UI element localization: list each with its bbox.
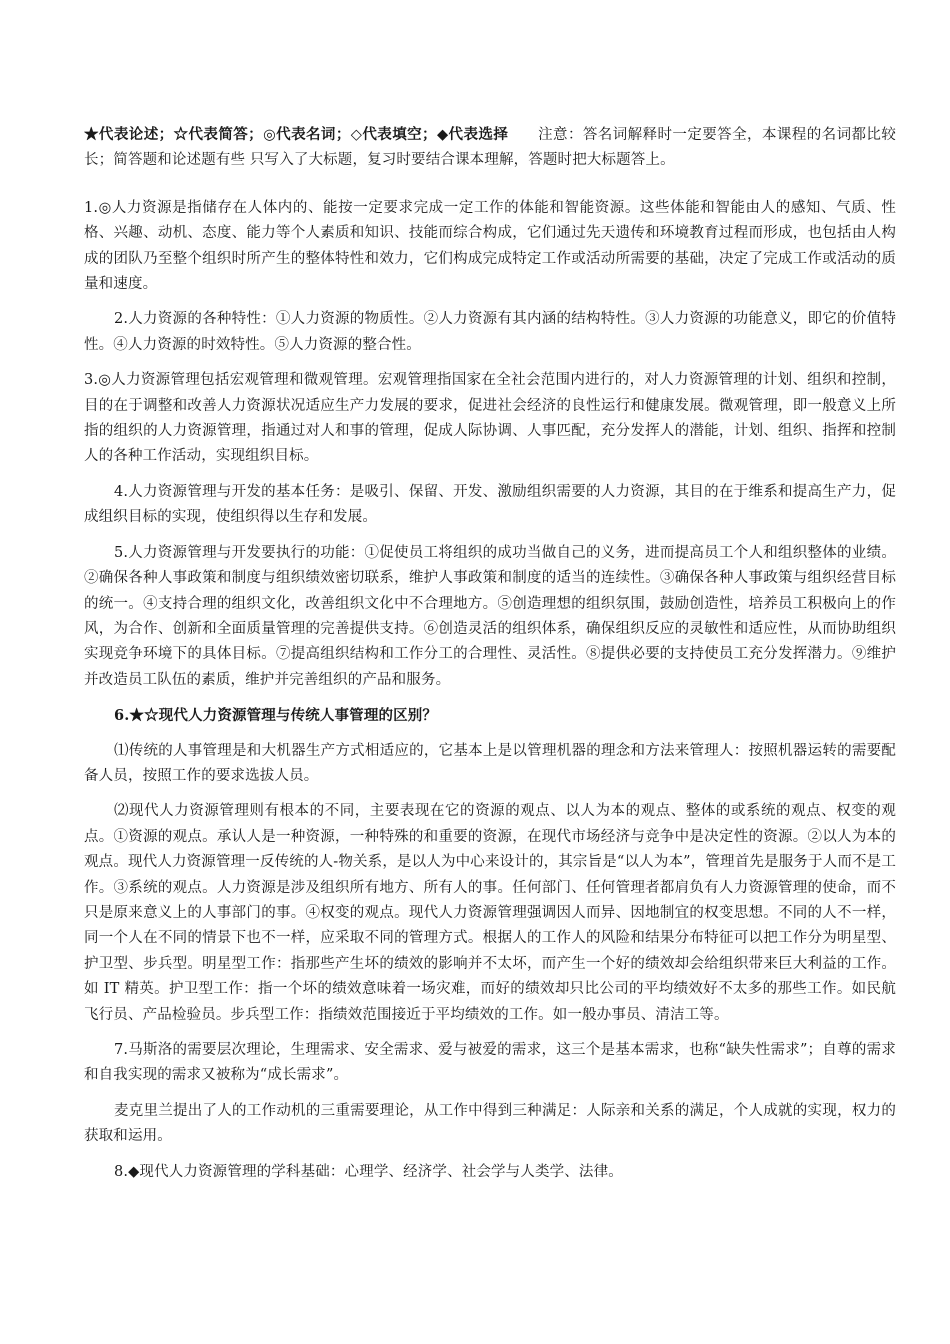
- paragraph-7: 7.马斯洛的需要层次理论，生理需求、安全需求、爱与被爱的需求，这三个是基本需求，也称“缺失性需求”；自尊的需求和自我实现的需求又被称为“成长需求”。: [84, 1042, 896, 1084]
- paragraph-5: 5.人力资源管理与开发要执行的功能：①促使员工将组织的成功当做自己的义务，进而提高员工个人和组织整体的业绩。②确保各种人事政策和制度与组织绩效密切联系，维护人事政策和制度的适当的连续性。③确保各种人事政策与组织经营目标的统一。④支持合理的组织文化，改善组织文化中不合理地方。⑤创造理想的组织氛围，鼓励创造性，培养员工积极向上的作风，为合作、创新和全面质量管理的完善提供支持。⑥创造灵活的组织体系，确保组织反应的灵敏性和适应性，从而协助组织实现竞争环境下的具体目标。⑦提高组织结构和工作分工的合理性、灵活性。⑧提供必要的支持使员工充分发挥潜力。⑨维护并改造员工队伍的素质，维护并完善组织的产品和服务。: [84, 544, 896, 688]
- paragraph-2: 2.人力资源的各种特性：①人力资源的物质性。②人力资源有其内涵的结构特性。③人力资源的功能意义，即它的价值特性。④人力资源的时效特性。⑤人力资源的整合性。: [84, 311, 896, 353]
- paragraph-mcclelland: 麦克里兰提出了人的工作动机的三重需要理论，从工作中得到三种满足：人际亲和关系的满足，个人成就的实现，权力的获取和运用。: [84, 1102, 896, 1145]
- paragraph-6-2: ⑵现代人力资源管理则有根本的不同，主要表现在它的资源的观点、以人为本的观点、整体的或系统的观点、权变的观点。①资源的观点。承认人是一种资源，一种特殊的和重要的资源，在现代市场经济与竞争中是决定性的资源。②以人为本的观点。现代人力资源管理一反传统的人-物关系，是以人为中心来设计的，其宗旨是“以人为本”，管理首先是服务于人而不是工作。③系统的观点。人力资源是涉及组织所有地方、所有人的事。任何部门、任何管理者都肩负有人力资源管理的使命，而不只是原来意义上的人事部门的事。④权变的观点。现代人力资源管理强调因人而异、因地制宜的权变思想。不同的人不一样，同一个人在不同的情景下也不一样，应采取不同的管理方式。根据人的工作人的风险和结果分布特征可以把工作分为明星型、护卫型、步兵型。明星型工作：指那些产生坏的绩效的影响并不太坏，而产生一个好的绩效却会给组织带来巨大利益的工作。如 IT 精英。护卫型工作：指一个坏的绩效意味着一场灾难，而好的绩效却只比公司的平均绩效好不太多的那些工作。如民航飞行员、产品检验员。步兵型工作：指绩效范围接近于平均绩效的工作。如一般办事员、清洁工等。: [84, 803, 896, 1023]
- document-page: [84, 122, 896, 1185]
- paragraph-8: 8.◆现代人力资源管理的学科基础：心理学、经济学、社会学与人类学、法律。: [114, 1163, 623, 1180]
- paragraph-1: 1.◎人力资源是指储存在人体内的、能按一定要求完成一定工作的体能和智能资源。这些体能和智能由人的感知、气质、性格、兴趣、动机、态度、能力等个人素质和知识、技能而综合构成，它们通过先天遗传和环境教育过程而形成，也包括由人构成的团队乃至整个组织时所产生的整体特性和效力，它们构成完成特定工作或活动所需要的基础，决定了完成工作或活动的质量和速度。: [84, 199, 896, 293]
- section-heading-6: 6.★☆现代人力资源管理与传统人事管理的区别？: [114, 707, 438, 725]
- paragraph-4: 4.人力资源管理与开发的基本任务：是吸引、保留、开发、激励组织需要的人力资源，其目的在于维系和提高生产力，促成组织目标的实现，使组织得以生存和发展。: [84, 483, 896, 526]
- paragraph-3: 3.◎人力资源管理包括宏观管理和微观管理。宏观管理指国家在全社会范围内进行的，对人力资源管理的计划、组织和控制，目的在于调整和改善人力资源状况适应生产力发展的要求，促进社会经济的良性运行和健康发展。微观管理，即一般意义上所指的组织的人力资源管理，指通过对人和事的管理，促成人际协调、人事匹配，充分发挥人的潜能，计划、组织、指挥和控制人的各种工作活动，实现组织目标。: [84, 372, 896, 465]
- legend-note: 注意：答名词解释时一定要答全，本课程的名词都比较长；简答题和论述题有些 只写入了大标题，复习时要结合课本理解，答题时把大标题答上。: [84, 127, 896, 169]
- paragraph-6-1: ⑴传统的人事管理是和大机器生产方式相适应的，它基本上是以管理机器的理念和方法来管理人：按照机器运转的需要配备人员，按照工作的要求选拔人员。: [84, 742, 896, 784]
- legend-symbols: ★代表论述；☆代表简答；◎代表名词；◇代表填空；◆代表选择: [84, 126, 509, 143]
- legend-line: [84, 122, 896, 174]
